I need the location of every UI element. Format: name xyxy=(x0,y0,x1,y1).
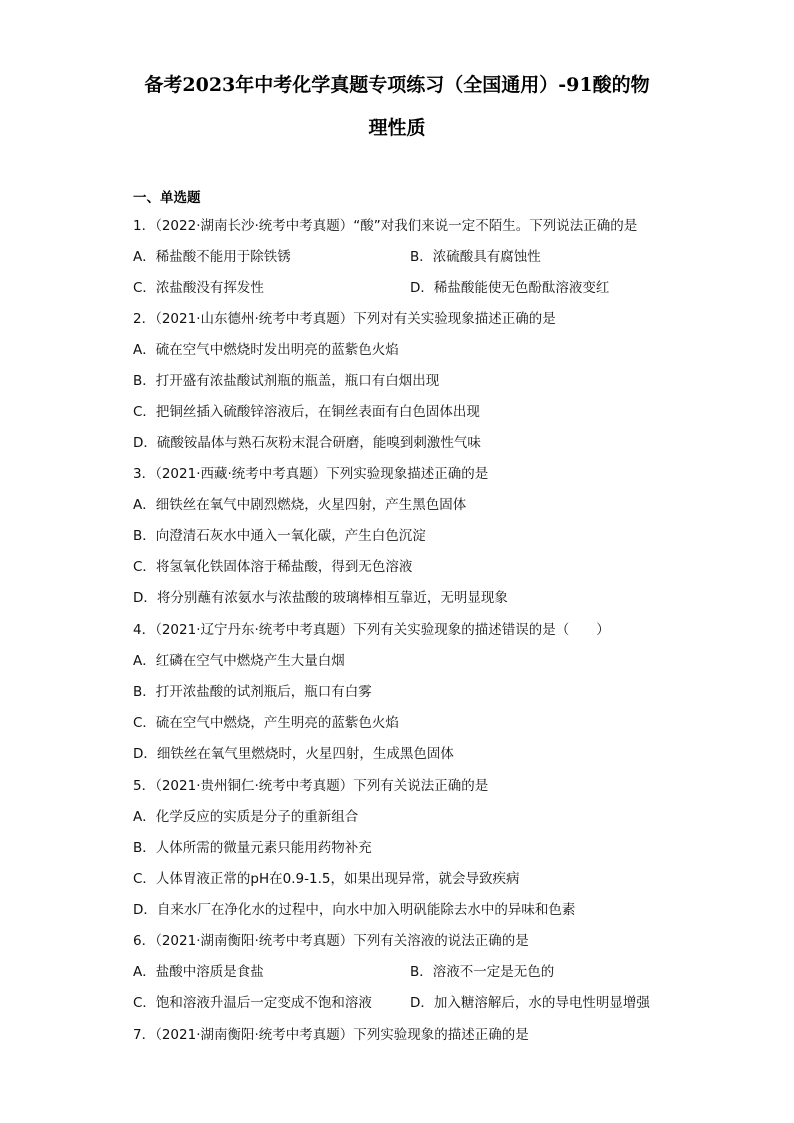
question-1-option-a: A．稀盐酸不能用于除铁锈 xyxy=(133,249,291,265)
question-5-option-c: C．人体胃液正常的pH在0.9-1.5，如果出现异常，就会导致疾病 xyxy=(133,871,520,887)
question-2-stem: 2．（2021·山东德州·统考中考真题）下列对有关实验现象描述正确的是 xyxy=(133,311,556,327)
question-4-option-d: D．细铁丝在氧气里燃烧时，火星四射，生成黑色固体 xyxy=(133,746,454,762)
question-4-option-a: A．红磷在空气中燃烧产生大量白烟 xyxy=(133,653,345,669)
question-5-option-d: D．自来水厂在净化水的过程中，向水中加入明矾能除去水中的异味和色素 xyxy=(133,902,576,918)
question-1-option-d: D．稀盐酸能使无色酚酞溶液变红 xyxy=(410,280,610,296)
question-6-option-b: B．溶液不一定是无色的 xyxy=(410,964,555,980)
question-7-stem: 7．（2021·湖南衡阳·统考中考真题）下列实验现象的描述正确的是 xyxy=(133,1027,529,1043)
question-3-stem: 3．（2021·西藏·统考中考真题）下列实验现象描述正确的是 xyxy=(133,466,489,482)
question-6-option-a: A．盐酸中溶质是食盐 xyxy=(133,964,264,980)
document-title-line1: 备考2023年中考化学真题专项练习（全国通用）-91酸的物 xyxy=(144,74,650,96)
section-heading: 一、单选题 xyxy=(133,190,201,206)
question-3-option-c: C．将氢氧化铁固体溶于稀盐酸，得到无色溶液 xyxy=(133,559,413,575)
question-2-option-a: A．硫在空气中燃烧时发出明亮的蓝紫色火焰 xyxy=(133,342,399,358)
question-5-option-b: B．人体所需的微量元素只能用药物补充 xyxy=(133,840,372,856)
question-5-option-a: A．化学反应的实质是分子的重新组合 xyxy=(133,809,359,825)
question-3-option-d: D．将分别蘸有浓氨水与浓盐酸的玻璃棒相互靠近，无明显现象 xyxy=(133,590,508,606)
question-6-stem: 6．（2021·湖南衡阳·统考中考真题）下列有关溶液的说法正确的是 xyxy=(133,933,529,949)
question-6-option-d: D．加入糖溶解后，水的导电性明显增强 xyxy=(410,995,650,1011)
question-2-option-d: D．硫酸铵晶体与熟石灰粉末混合研磨，能嗅到刺激性气味 xyxy=(133,435,481,451)
question-3-option-a: A．细铁丝在氧气中剧烈燃烧，火星四射，产生黑色固体 xyxy=(133,497,467,513)
question-4-option-b: B．打开浓盐酸的试剂瓶后，瓶口有白雾 xyxy=(133,684,372,700)
question-6-option-c: C．饱和溶液升温后一定变成不饱和溶液 xyxy=(133,995,372,1011)
question-2-option-b: B．打开盛有浓盐酸试剂瓶的瓶盖，瓶口有白烟出现 xyxy=(133,373,440,389)
question-4-option-c: C．硫在空气中燃烧，产生明亮的蓝紫色火焰 xyxy=(133,715,399,731)
question-1-option-b: B．浓硫酸具有腐蚀性 xyxy=(410,249,541,265)
question-1-option-c: C．浓盐酸没有挥发性 xyxy=(133,280,264,296)
question-3-option-b: B．向澄清石灰水中通入一氧化碳，产生白色沉淀 xyxy=(133,528,426,544)
question-4-stem: 4．（2021·辽宁丹东·统考中考真题）下列有关实验现象的描述错误的是（ ） xyxy=(133,622,610,638)
document-title-line2: 理性质 xyxy=(368,117,426,139)
question-5-stem: 5．（2021·贵州铜仁·统考中考真题）下列有关说法正确的是 xyxy=(133,778,489,794)
question-1-stem: 1．（2022·湖南长沙·统考中考真题）“酸”对我们来说一定不陌生。下列说法正确的是 xyxy=(133,218,638,234)
question-2-option-c: C．把铜丝插入硫酸锌溶液后，在铜丝表面有白色固体出现 xyxy=(133,404,480,420)
